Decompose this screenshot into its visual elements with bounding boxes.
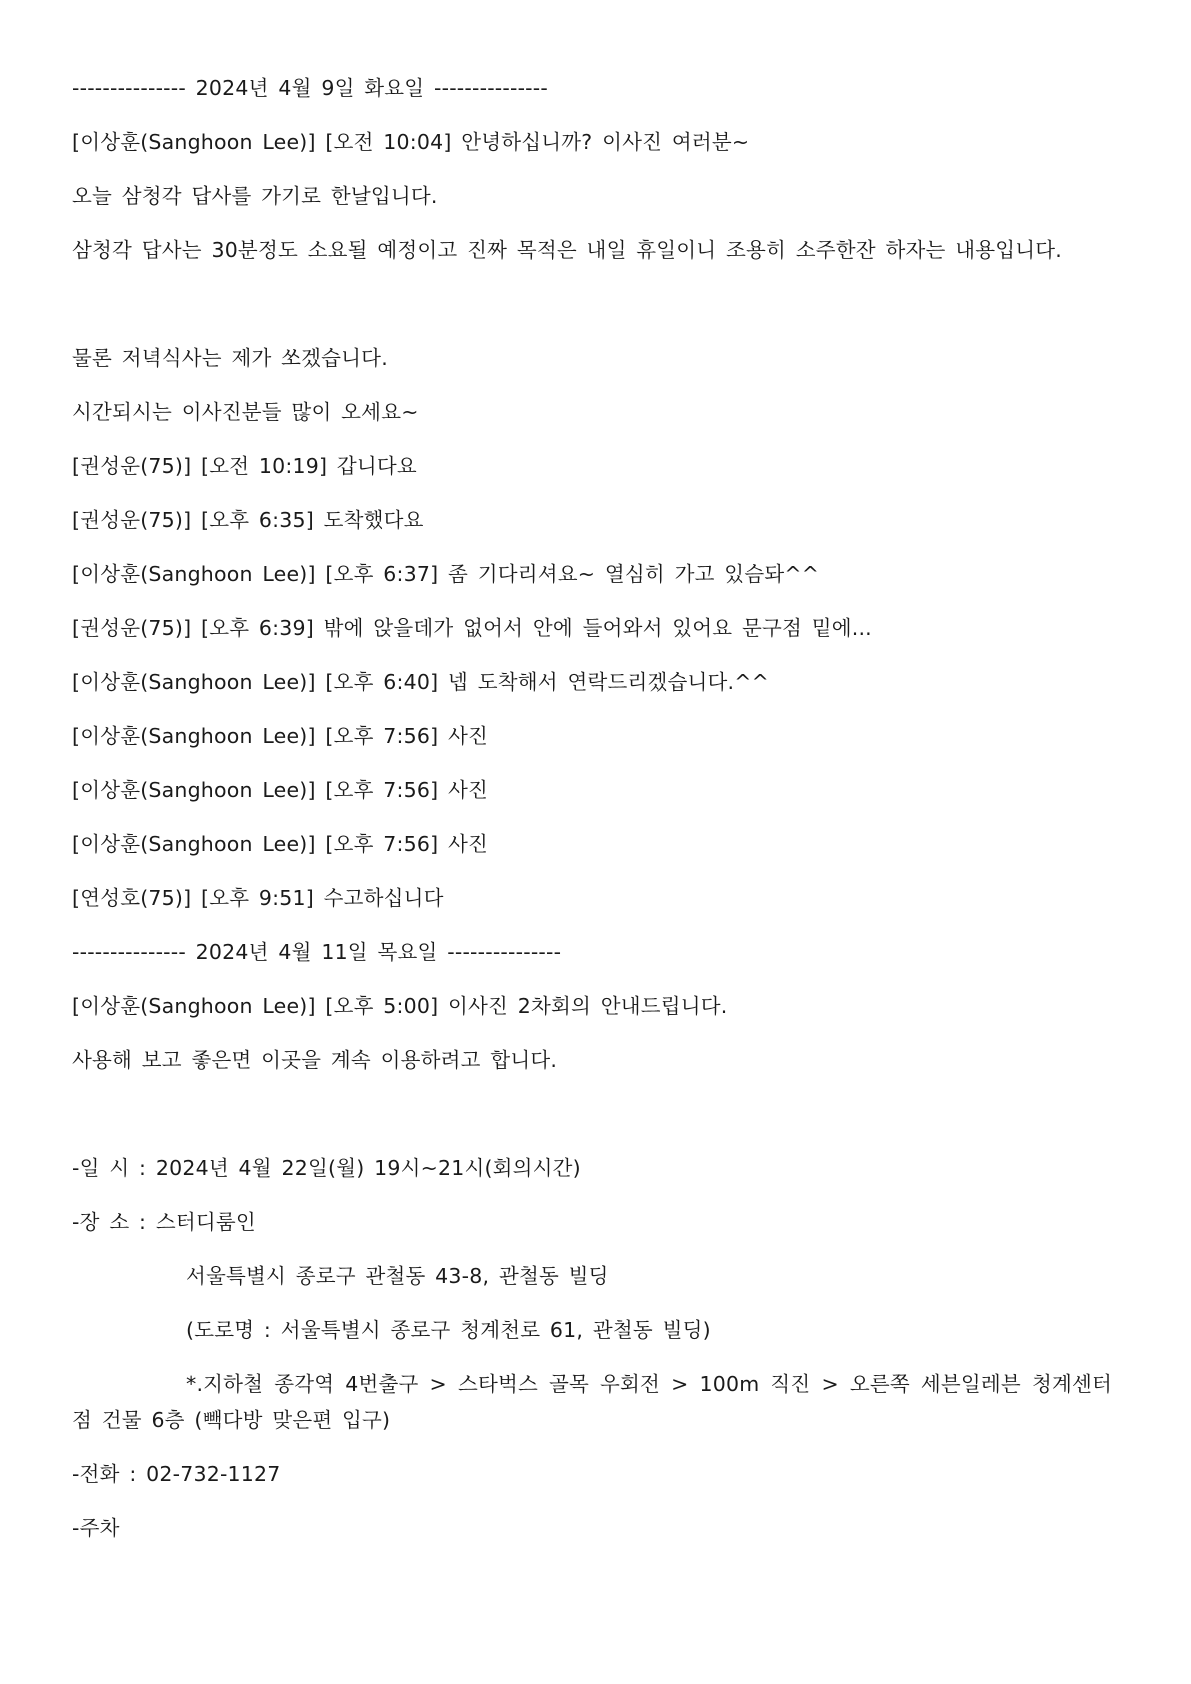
message-text: 삼청각 답사는 30분정도 소요될 예정이고 진짜 목적은 내일 휴일이니 조용히 소주한잔 하자는 내용입니다. xyxy=(72,238,1062,262)
date-separator: --------------- 2024년 4월 11일 목요일 --------------- xyxy=(72,940,562,964)
message-text: 시간되시는 이사진분들 많이 오세요~ xyxy=(72,400,419,424)
parking: -주차 xyxy=(72,1516,120,1540)
chat-message: [이상훈(Sanghoon Lee)] [오후 5:00] 이사진 2차회의 안내드립니다. xyxy=(72,994,728,1018)
blank-line xyxy=(72,1096,1112,1150)
chat-message: [권성운(75)] [오후 6:39] 밖에 앉을데가 없어서 안에 들어와서 있어요 문구점 밑에... xyxy=(72,616,872,640)
chat-message: [권성운(75)] [오전 10:19] 갑니다요 xyxy=(72,454,417,478)
chat-message: [이상훈(Sanghoon Lee)] [오전 10:04] 안녕하십니까? 이사진 여러분~ xyxy=(72,130,750,154)
chat-log xyxy=(72,70,1112,1564)
message-text: 오늘 삼청각 답사를 가기로 한날입니다. xyxy=(72,184,438,208)
phone: -전화 : 02-732-1127 xyxy=(72,1462,281,1486)
directions: *.지하철 종각역 4번출구 > 스타벅스 골목 우회전 > 100m 직진 > 오른쪽 세븐일레븐 청계센터점 건물 6층 (빽다방 맞은편 입구) xyxy=(72,1372,1112,1432)
meeting-time: -일 시 : 2024년 4월 22일(월) 19시~21시(회의시간) xyxy=(72,1156,581,1180)
chat-message: [권성운(75)] [오후 6:35] 도착했다요 xyxy=(72,508,424,532)
message-text: 물론 저녁식사는 제가 쏘겠습니다. xyxy=(72,346,388,370)
chat-message: [이상훈(Sanghoon Lee)] [오후 6:40] 넵 도착해서 연락드리겠습니다.^^ xyxy=(72,670,769,694)
blank-line xyxy=(72,286,1112,340)
chat-message: [이상훈(Sanghoon Lee)] [오후 7:56] 사진 xyxy=(72,778,489,802)
address-line: 서울특별시 종로구 관철동 43-8, 관철동 빌딩 xyxy=(186,1264,609,1288)
chat-message: [이상훈(Sanghoon Lee)] [오후 6:37] 좀 기다리셔요~ 열심히 가고 있슴돠^^ xyxy=(72,562,820,586)
chat-message: [이상훈(Sanghoon Lee)] [오후 7:56] 사진 xyxy=(72,832,489,856)
message-text: 사용해 보고 좋은면 이곳을 계속 이용하려고 합니다. xyxy=(72,1048,558,1072)
chat-message: [연성호(75)] [오후 9:51] 수고하십니다 xyxy=(72,886,444,910)
road-address-line: (도로명 : 서울특별시 종로구 청계천로 61, 관철동 빌딩) xyxy=(186,1318,711,1342)
date-separator: --------------- 2024년 4월 9일 화요일 --------------- xyxy=(72,76,548,100)
meeting-place: -장 소 : 스터디룸인 xyxy=(72,1210,256,1234)
chat-message: [이상훈(Sanghoon Lee)] [오후 7:56] 사진 xyxy=(72,724,489,748)
